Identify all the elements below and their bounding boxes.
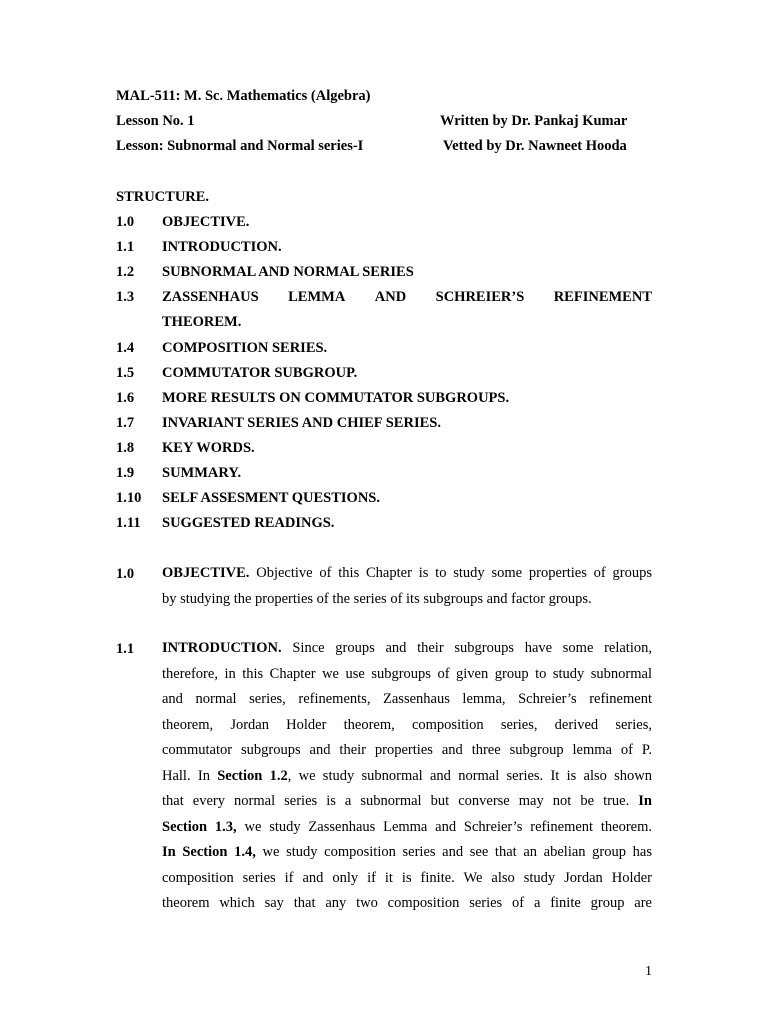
toc-title-word: REFINEMENT — [553, 289, 652, 305]
toc-item-title — [162, 289, 652, 306]
toc-item-number: 1.2 — [116, 264, 135, 280]
objective-paragraph — [162, 561, 652, 612]
toc-title-word: AND — [374, 289, 407, 305]
toc-item — [116, 264, 652, 284]
toc-item-number: 1.10 — [116, 490, 142, 506]
introduction-paragraph — [162, 636, 652, 917]
toc-item — [116, 415, 652, 435]
paragraph-text: by studying the properties of the series of its subgroups and factor groups. — [162, 590, 592, 607]
toc-item-title: SUGGESTED READINGS. — [162, 515, 335, 531]
toc-item — [116, 340, 652, 360]
section-reference: Section 1.3, — [162, 818, 237, 835]
toc-item-title: INTRODUCTION. — [162, 239, 282, 255]
toc-item-title-continued: THEOREM. — [162, 314, 242, 330]
vetter-credit: Vetted by Dr. Nawneet Hooda — [443, 138, 627, 154]
toc-item — [116, 465, 652, 485]
toc-title-word: ZASSENHAUS — [162, 289, 259, 305]
section-reference: In Section 1.4, — [162, 844, 256, 860]
toc-item-number: 1.7 — [116, 415, 135, 431]
toc-item-number: 1.9 — [116, 465, 135, 481]
lesson-title: Lesson: Subnormal and Normal series-I — [116, 138, 364, 154]
section-number: 1.0 — [116, 566, 135, 582]
toc-item-number: 1.4 — [116, 340, 135, 356]
paragraph-text: , we study subnormal and normal series. It is also shown — [287, 767, 653, 784]
toc-item-number: 1.5 — [116, 365, 135, 381]
section-reference: In — [638, 793, 652, 809]
paragraph-text: Hall. In — [162, 767, 218, 784]
paragraph-text: we study Zassenhaus Lemma and Schreier’s refinement theorem. — [236, 818, 653, 835]
paragraph-text: composition series if and only if it is finite. We also study Jordan Holder — [162, 869, 652, 886]
toc-item-number: 1.11 — [116, 515, 141, 531]
toc-item-continuation — [116, 314, 652, 334]
toc-item — [116, 515, 652, 535]
toc-title-word: SCHREIER’S — [435, 289, 525, 305]
toc-item — [116, 239, 652, 259]
toc-item-title: KEY WORDS. — [162, 440, 255, 456]
paragraph-text: we study composition series and see that an abelian group has — [255, 844, 652, 860]
toc-item-title: SELF ASSESMENT QUESTIONS. — [162, 490, 380, 506]
lesson-number: Lesson No. 1 — [116, 113, 195, 129]
toc-item-number: 1.6 — [116, 390, 135, 406]
toc-item-number: 1.0 — [116, 214, 135, 230]
course-title: MAL-511: M. Sc. Mathematics (Algebra) — [116, 88, 371, 104]
toc-item-number: 1.8 — [116, 440, 135, 456]
paragraph-text: therefore, in this Chapter we use subgroups of given group to study subnormal — [162, 665, 652, 682]
section-reference: Section 1.2 — [217, 767, 288, 784]
paragraph-text: Since groups and their subgroups have some relation, — [281, 640, 652, 656]
structure-heading: STRUCTURE. — [116, 189, 210, 205]
toc-item-title: COMMUTATOR SUBGROUP. — [162, 365, 358, 381]
paragraph-text: Objective of this Chapter is to study some properties of groups — [249, 565, 652, 581]
toc-item — [116, 365, 652, 385]
paragraph-text: theorem, Jordan Holder theorem, composition series, derived series, — [162, 716, 652, 733]
toc-item — [116, 440, 652, 460]
toc-item — [116, 289, 652, 309]
toc-item-number: 1.3 — [116, 289, 135, 305]
toc-item-title: SUBNORMAL AND NORMAL SERIES — [162, 264, 414, 280]
toc-item-number: 1.1 — [116, 239, 135, 255]
paragraph-text: that every normal series is a subnormal but converse may not be true. — [162, 793, 639, 809]
section-number: 1.1 — [116, 641, 135, 657]
toc-item-title: SUMMARY. — [162, 465, 242, 481]
toc-item — [116, 214, 652, 234]
section-heading: INTRODUCTION. — [162, 640, 282, 656]
paragraph-text: theorem which say that any two composition series of a finite group are — [162, 895, 652, 911]
toc-item-title: COMPOSITION SERIES. — [162, 340, 328, 356]
paragraph-text: and normal series, refinements, Zassenhaus lemma, Schreier’s refinement — [162, 691, 652, 707]
section-heading: OBJECTIVE. — [162, 565, 250, 581]
page-number: 1 — [645, 964, 652, 979]
paragraph-text: commutator subgroups and their properties and three subgroup lemma of P. — [162, 742, 652, 758]
toc-item — [116, 390, 652, 410]
toc-title-word: LEMMA — [288, 289, 346, 305]
toc-item — [116, 490, 652, 510]
toc-item-title: OBJECTIVE. — [162, 214, 250, 230]
toc-item-title: INVARIANT SERIES AND CHIEF SERIES. — [162, 415, 441, 431]
author-credit: Written by Dr. Pankaj Kumar — [440, 113, 628, 129]
toc-item-title: MORE RESULTS ON COMMUTATOR SUBGROUPS. — [162, 390, 510, 406]
